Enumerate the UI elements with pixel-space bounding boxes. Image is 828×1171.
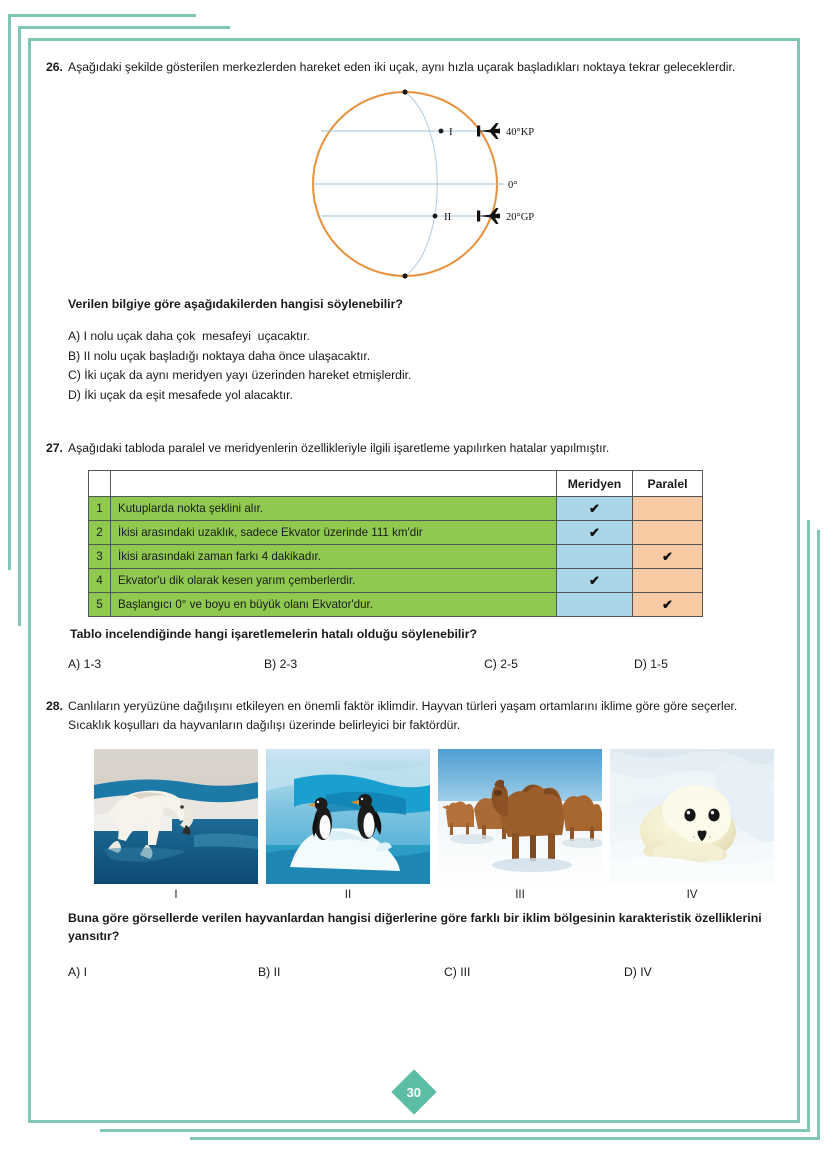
question-26-option-d[interactable]: D) İki uçak da eşit mesafede yol alacaktır. <box>68 387 293 402</box>
photo-cell-ii <box>266 749 430 901</box>
table-row <box>89 593 703 617</box>
question-26-number: 26. <box>46 60 63 74</box>
check-icon: ✔ <box>662 596 673 612</box>
question-27-option-c[interactable]: C) 2-5 <box>484 657 518 671</box>
row-paralel-cell[interactable] <box>633 521 703 545</box>
question-28-prompt: Buna göre görsellerde verilen hayvanlardan hangisi diğerlerine göre farklı bir iklim bölgesinin karakteristik özelliklerini yansıtır? <box>68 911 762 943</box>
frame-decoration-line <box>100 1129 810 1132</box>
frame-border-bottom <box>28 1120 800 1123</box>
table-row <box>89 497 703 521</box>
south-pole-point <box>402 273 407 278</box>
question-27-number: 27. <box>46 441 63 455</box>
photo-cell-iv <box>610 749 774 901</box>
question-28-option-a[interactable]: A) I <box>68 965 87 979</box>
row-index: 5 <box>89 593 111 617</box>
table-body <box>89 497 703 617</box>
photo-label-i: I <box>174 889 178 901</box>
photo-cell-iii <box>438 749 602 901</box>
frame-decoration-line <box>8 14 11 570</box>
point-i-marker <box>439 129 444 134</box>
table-row <box>89 569 703 593</box>
photo-penguins <box>266 749 430 884</box>
question-28-header <box>46 697 762 735</box>
question-27-option-a[interactable]: A) 1-3 <box>68 657 102 671</box>
question-28-option-b[interactable]: B) II <box>258 965 281 979</box>
question-26-figure <box>46 83 762 295</box>
photo-label-iv: IV <box>686 889 698 901</box>
row-index: 2 <box>89 521 111 545</box>
photo-label-ii: II <box>344 889 352 901</box>
question-28-option-c[interactable]: C) III <box>444 965 471 979</box>
question-28-number: 28. <box>46 699 63 713</box>
row-paralel-cell[interactable] <box>633 569 703 593</box>
row-description: İkisi arasındaki uzaklık, sadece Ekvator üzerinde 111 km'dir <box>111 521 557 545</box>
table-header-row <box>89 471 703 497</box>
point-i-label: I <box>449 126 453 138</box>
question-26-header <box>46 58 762 77</box>
question-26 <box>46 58 762 405</box>
table-header-description <box>111 471 557 497</box>
question-26-prompt: Verilen bilgiye göre aşağıdakilerden hangisi söylenebilir? <box>68 297 403 311</box>
row-paralel-cell[interactable] <box>633 545 703 569</box>
page-content <box>46 58 762 979</box>
row-index: 4 <box>89 569 111 593</box>
question-26-option-c[interactable]: C) İki uçak da aynı meridyen yayı üzerinden hareket etmişlerdir. <box>68 368 412 382</box>
globe-diagram <box>308 83 598 300</box>
globe-svg <box>308 83 598 295</box>
row-meridyen-cell[interactable] <box>557 593 633 617</box>
frame-decoration-line <box>18 26 21 626</box>
frame-decoration-line <box>18 26 230 29</box>
row-description: Kutuplarda nokta şeklini alır. <box>111 497 557 521</box>
row-paralel-cell[interactable] <box>633 497 703 521</box>
frame-border-right <box>797 38 800 1123</box>
table-header-index <box>89 471 111 497</box>
frame-border-top <box>28 38 800 41</box>
photo-polar-bear <box>94 749 258 884</box>
question-27 <box>46 439 762 671</box>
question-27-option-d[interactable]: D) 1-5 <box>634 657 668 671</box>
question-27-option-b[interactable]: B) 2-3 <box>264 657 298 671</box>
row-description: Başlangıcı 0° ve boyu en büyük olanı Ekvator'dur. <box>111 593 557 617</box>
row-meridyen-cell[interactable] <box>557 497 633 521</box>
row-meridyen-cell[interactable] <box>557 521 633 545</box>
check-icon: ✔ <box>589 524 600 540</box>
photo-seal-pup <box>610 749 774 884</box>
table-header-paralel: Paralel <box>633 471 703 497</box>
latitude-label-40kp: 40°KP <box>506 127 535 138</box>
question-26-option-b[interactable]: B) II nolu uçak başladığı noktaya daha önce ulaşacaktır. <box>68 348 371 363</box>
question-26-options <box>68 327 762 405</box>
question-26-option-a[interactable]: A) I nolu uçak daha çok mesafeyi uçacaktır. <box>68 329 310 343</box>
photo-label-iii: III <box>515 889 525 901</box>
question-27-prompt: Tablo incelendiğinde hangi işaretlemelerin hatalı olduğu söylenebilir? <box>70 627 478 641</box>
north-pole-point <box>402 89 407 94</box>
frame-decoration-line <box>190 1137 820 1140</box>
question-28 <box>46 697 762 979</box>
point-ii-label: II <box>444 211 452 223</box>
question-27-header <box>46 439 762 458</box>
row-meridyen-cell[interactable] <box>557 545 633 569</box>
row-index: 1 <box>89 497 111 521</box>
question-27-stem: Aşağıdaki tabloda paralel ve meridyenlerin özellikleriyle ilgili işaretleme yapılırken hatalar yapılmıştır. <box>68 441 610 455</box>
row-index: 3 <box>89 545 111 569</box>
latitude-label-equator: 0° <box>508 180 518 191</box>
row-description: İkisi arasındaki zaman farkı 4 dakikadır. <box>111 545 557 569</box>
question-28-options <box>68 965 762 979</box>
frame-border-left <box>28 38 31 1123</box>
page-number: 30 <box>406 1084 422 1100</box>
table-row <box>89 545 703 569</box>
question-26-stem: Aşağıdaki şekilde gösterilen merkezlerden hareket eden iki uçak, aynı hızla uçarak başladıkları noktaya tekrar geleceklerdir. <box>68 60 736 74</box>
check-icon: ✔ <box>589 572 600 588</box>
photo-cell-i <box>94 749 258 901</box>
airplane-icon-top <box>477 123 500 139</box>
table-row <box>89 521 703 545</box>
frame-decoration-line <box>817 530 820 1140</box>
parallel-meridian-table <box>88 470 703 617</box>
question-27-options <box>68 657 762 671</box>
check-icon: ✔ <box>589 500 600 516</box>
latitude-label-20gp: 20°GP <box>506 212 535 223</box>
check-icon: ✔ <box>662 548 673 564</box>
photo-camels <box>438 749 602 884</box>
frame-decoration-line <box>8 14 196 17</box>
question-28-option-d[interactable]: D) IV <box>624 965 652 979</box>
frame-decoration-line <box>807 520 810 1132</box>
point-ii-marker <box>433 214 438 219</box>
animal-photo-row <box>94 749 762 901</box>
question-28-stem: Canlıların yeryüzüne dağılışını etkileyen en önemli faktör iklimdir. Hayvan türleri yaşam ortamlarını iklime göre göre seçerler. Sıcaklık koşulları da hayvanların dağılışı üzerinde belirleyici bir faktördür. <box>68 699 738 732</box>
row-meridyen-cell[interactable] <box>557 569 633 593</box>
table-header-meridyen: Meridyen <box>557 471 633 497</box>
page-number-badge <box>391 1069 436 1114</box>
row-description: Ekvator'u dik olarak kesen yarım çemberlerdir. <box>111 569 557 593</box>
row-paralel-cell[interactable] <box>633 593 703 617</box>
